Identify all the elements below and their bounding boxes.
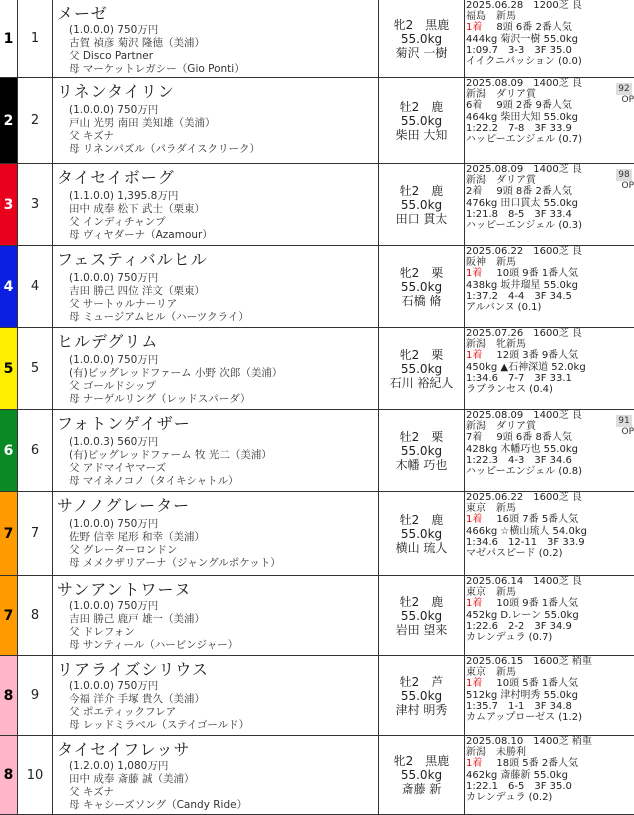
dam: 母 マイネノコノ（タイキシャトル） [69,475,239,487]
dam: 母 マーケットレガシー（Gio Ponti） [69,63,245,75]
last-race-finish-line [466,678,634,689]
carried-weight: 55.0kg [400,113,443,128]
sire: 父 ゴールドシップ [69,380,156,392]
finish-position: 1着 [466,514,483,526]
jockey-cell [379,78,465,163]
horse-number: 4 [18,246,53,327]
last-race-finish-line [466,598,634,609]
horse-number: 1 [18,0,53,77]
horse-info [53,576,379,655]
horse-row[interactable] [0,0,634,78]
last-race-name: 新潟 ダリア賞 [466,175,536,187]
waku-number: 8 [0,736,18,814]
horse-name[interactable]: タイセイフレッサ [57,740,191,759]
last-race [466,492,634,575]
field-info: 16頭 7番 5番人気 [496,514,579,526]
horse-row[interactable] [0,576,634,656]
last-race-winner: マゼパスピード (0.2) [466,548,563,560]
sex-age: 牝2 黒鹿 [393,17,450,32]
last-race-time: 1:34.6 7-7 3F 33.1 [466,372,572,384]
sex-age: 牡2 芦 [399,674,444,689]
horse-row[interactable] [0,656,634,736]
owner-trainer: (有)ビッグレッドファーム 小野 次郎（美浦） [69,367,283,379]
dam: 母 キャシーズソング（Candy Ride） [69,799,248,811]
finish-position: 7着 [466,432,483,444]
owner-trainer: 佐野 信幸 尾形 和幸（美浦） [69,531,206,543]
horse-name[interactable]: メーゼ [57,4,108,23]
horse-record: (1.0.0.0) 750万円 [69,600,159,612]
last-race-date: 2025.08.10 1400芝 稍重 [466,736,592,747]
sire: 父 キズナ [69,130,114,142]
horse-info [53,492,379,575]
last-race [466,576,634,655]
field-info: 10頭 5番 1番人気 [496,678,579,690]
last-race-name: 東京 新馬 [466,587,516,599]
finish-position: 1着 [466,678,483,690]
last-race-name: 新潟 未勝利 [466,747,526,759]
jockey-name[interactable]: 石川 裕紀人 [389,375,454,390]
jockey-name[interactable]: 菊沢 一樹 [395,45,448,60]
horse-row[interactable] [0,164,634,246]
last-race-time: 1:22.2 7-8 3F 33.9 [466,122,572,134]
finish-position: 6着 [466,100,483,112]
horse-info [53,410,379,491]
last-race-body: 450kg ▲石神深道 52.0kg [466,361,586,373]
jockey-cell [379,736,465,814]
sire: 父 Disco Partner [69,50,154,62]
carried-weight: 55.0kg [400,608,443,623]
carried-weight: 55.0kg [400,443,443,458]
sire: 父 アドマイヤマーズ [69,462,167,474]
last-race-name: 新潟 ダリア賞 [466,89,536,101]
sex-age: 牡2 栗 [399,429,444,444]
horse-number: 6 [18,410,53,491]
dam: 母 ヴィヤダーナ（Azamour） [69,229,213,241]
sex-age: 牡2 鹿 [399,594,444,609]
last-race-name: 東京 新馬 [466,503,516,515]
waku-number: 8 [0,656,18,735]
dam: 母 メメクザリアーナ（ジャングルポケット） [69,557,281,569]
horse-record: (1.0.0.0) 750万円 [69,104,159,116]
jockey-name[interactable]: 斎藤 新 [401,782,442,796]
field-info: 9頭 2番 9番人気 [496,100,572,112]
horse-info [53,656,379,735]
horse-name[interactable]: フェスティバルヒル [57,250,208,269]
last-race-winner: カムアップローゼス (1.2) [466,712,582,724]
jockey-name[interactable]: 横山 琉人 [395,540,448,555]
horse-number: 5 [18,328,53,409]
horse-row[interactable] [0,736,634,815]
field-info: 10頭 9番 1番人気 [496,268,579,280]
waku-number: 4 [0,246,18,327]
field-info: 8頭 6番 2番人気 [496,22,572,34]
last-race-winner: ハッピーエンジェル (0.8) [466,466,583,478]
last-race [466,78,634,163]
horse-info [53,246,379,327]
last-race-winner: イイクニパッション (0.0) [466,56,582,68]
last-race-date: 2025.08.09 1400芝 良 [466,164,582,175]
last-race-time: 1:35.7 1-1 3F 34.8 [466,700,572,712]
carried-weight: 55.0kg [400,361,443,376]
last-race-date: 2025.08.09 1400芝 良 [466,78,582,89]
horse-row[interactable] [0,246,634,328]
finish-position: 1着 [466,268,483,280]
owner-trainer: 吉田 勝己 鹿戸 雄一（美浦） [69,613,206,625]
last-race-name: 新潟 牝新馬 [466,339,526,351]
jockey-cell [379,576,465,655]
last-race [466,246,634,327]
last-race-name: 福島 新馬 [466,11,516,23]
horse-info [53,0,379,77]
last-race [466,164,634,245]
horse-name[interactable]: フォトンゲイザー [57,414,191,433]
finish-position: 2着 [466,186,483,198]
sire: 父 ポエティックフレア [69,706,177,718]
sex-age: 牝2 黒鹿 [393,754,450,768]
last-race-finish-line [466,100,634,111]
last-race-body: 464kg 柴田大知 55.0kg [466,111,578,123]
carried-weight: 55.0kg [400,31,443,46]
finish-position: 1着 [466,350,483,362]
owner-trainer: (有)ビッグレッドファーム 牧 光二（美浦） [69,449,272,461]
horse-record: (1.0.0.0) 750万円 [69,24,159,36]
last-race-finish-line [466,22,634,33]
finish-position: 1着 [466,598,483,610]
last-race-body: 452kg D.レーン 55.0kg [466,609,579,621]
owner-trainer: 吉田 勝己 四位 洋文（栗東） [69,285,206,297]
last-race-name: 東京 新馬 [466,667,516,679]
waku-number: 5 [0,328,18,409]
waku-number: 6 [0,410,18,491]
horse-info [53,736,379,814]
last-race-winner: ハッピーエンジェル (0.3) [466,220,583,232]
last-race-finish-line [466,432,634,443]
carried-weight: 55.0kg [400,279,443,294]
jockey-name[interactable]: 柴田 大知 [395,127,448,142]
jockey-name[interactable]: 木幡 巧也 [395,457,448,472]
horse-name[interactable]: リネンタイリン [57,82,175,101]
horse-name[interactable]: タイセイボーグ [57,168,175,187]
last-race-finish-line [466,268,634,279]
horse-record: (1.0.0.3) 560万円 [69,436,159,448]
last-race-body: 444kg 菊沢一樹 55.0kg [466,33,578,45]
horse-number: 9 [18,656,53,735]
horse-row[interactable] [0,328,634,410]
grade-label: OP [621,95,634,105]
waku-number: 2 [0,78,18,163]
last-race-time: 1:22.1 6-5 3F 35.0 [466,780,572,792]
sex-age: 牡2 鹿 [399,512,444,527]
last-race [466,656,634,735]
field-info: 9頭 6番 8番人気 [496,432,572,444]
owner-trainer: 田中 成奉 松下 武士（栗東） [69,203,206,215]
owner-trainer: 今福 洋介 手塚 貴久（美浦） [69,693,206,705]
waku-number: 1 [0,0,18,77]
jockey-cell [379,0,465,77]
horse-record: (1.2.0.0) 1,080万円 [69,760,169,772]
horse-row[interactable] [0,492,634,576]
waku-number: 3 [0,164,18,245]
last-race-body: 512kg 津村明秀 55.0kg [466,689,578,701]
jockey-name[interactable]: 田口 貫太 [395,211,448,226]
last-race-time: 1:21.8 8-5 3F 33.4 [466,208,572,220]
carried-weight: 55.0kg [400,526,443,541]
sire: 父 サートゥルナーリア [69,298,178,310]
last-race-time: 1:22.6 2-2 3F 34.9 [466,620,572,632]
sex-age: 牡2 鹿 [399,183,444,198]
last-race [466,328,634,409]
waku-number: 7 [0,492,18,575]
horse-name[interactable]: サンアントワーヌ [57,580,192,599]
jockey-cell [379,656,465,735]
owner-trainer: 古賀 禎彦 菊沢 隆徳（美浦） [69,37,206,49]
horse-record: (1.0.0.0) 750万円 [69,272,159,284]
last-race-name: 阪神 新馬 [466,257,516,269]
dam: 母 サンティール（ハービンジャー） [69,639,239,651]
last-race [466,0,634,77]
carried-weight: 55.0kg [400,768,443,782]
jockey-cell [379,246,465,327]
horse-number: 2 [18,78,53,163]
last-race-time: 1:37.2 4-4 3F 34.5 [466,290,572,302]
last-race-date: 2025.06.22 1600芝 良 [466,246,582,257]
last-race-finish-line [466,758,634,769]
sire: 父 インディチャンプ [69,216,166,228]
last-race-date: 2025.07.26 1600芝 良 [466,328,582,339]
last-race-date: 2025.06.14 1400芝 良 [466,576,582,587]
last-race-date: 2025.06.28 1200芝 良 [466,0,582,11]
last-race-winner: カレンデュラ (0.2) [466,792,553,804]
finish-position: 1着 [466,22,483,34]
field-info: 12頭 3番 9番人気 [496,350,579,362]
grade-label: OP [621,181,634,191]
horse-record: (1.0.0.0) 750万円 [69,354,159,366]
last-race-time: 1:22.3 4-3 3F 34.6 [466,454,572,466]
waku-number: 7 [0,576,18,655]
rating-badge: 91 [616,415,632,427]
jockey-cell [379,492,465,575]
jockey-name[interactable]: 岩田 望来 [395,622,448,637]
last-race-body: 428kg 木幡巧也 55.0kg [466,443,578,455]
sire: 父 キズナ [69,786,114,798]
grade-label: OP [621,427,634,437]
jockey-cell [379,410,465,491]
horse-info [53,328,379,409]
owner-trainer: 戸山 光男 南田 美知雄（美浦） [69,117,216,129]
last-race-date: 2025.06.15 1600芝 稍重 [466,656,592,667]
field-info: 9頭 8番 2番人気 [496,186,572,198]
dam: 母 ミュージアムヒル（ハーツクライ） [69,311,249,323]
last-race [466,736,634,814]
field-info: 10頭 9番 1番人気 [496,598,579,610]
rating-badge: 98 [616,169,632,181]
field-info: 18頭 5番 2番人気 [496,758,579,770]
last-race-finish-line [466,350,634,361]
last-race-finish-line [466,186,634,197]
horse-record: (1.0.0.0) 750万円 [69,518,159,530]
horse-number: 10 [18,736,53,814]
last-race-finish-line [466,514,634,525]
jockey-name[interactable]: 石橋 脩 [401,293,442,308]
jockey-cell [379,328,465,409]
sire: 父 ドレフォン [69,626,135,638]
horse-number: 3 [18,164,53,245]
horse-record: (1.1.0.0) 1,395.8万円 [69,190,179,202]
last-race-winner: ハッピーエンジェル (0.7) [466,134,583,146]
owner-trainer: 田中 成奉 斎藤 誠（美浦） [69,773,195,785]
jockey-name[interactable]: 津村 明秀 [395,702,448,717]
jockey-cell [379,164,465,245]
horse-record: (1.0.0.0) 750万円 [69,680,159,692]
finish-position: 1着 [466,758,483,770]
sex-age: 牝2 栗 [399,347,444,362]
last-race-date: 2025.08.09 1400芝 良 [466,410,582,421]
last-race-winner: カレンデュラ (0.7) [466,632,553,644]
rating-badge: 92 [616,83,632,95]
horse-row[interactable] [0,78,634,164]
horse-row[interactable] [0,410,634,492]
dam: 母 リネンパズル（パラダイスクリーク） [69,143,260,155]
dam: 母 ナーゲルリング（レッドスパーダ） [69,393,251,405]
horse-number: 8 [18,576,53,655]
last-race-body: 476kg 田口貫太 55.0kg [466,197,578,209]
carried-weight: 55.0kg [400,197,443,212]
carried-weight: 55.0kg [400,688,443,703]
sex-age: 牝2 栗 [399,265,444,280]
sire: 父 グレーターロンドン [69,544,178,556]
last-race-name: 新潟 ダリア賞 [466,421,536,433]
last-race-body: 466kg ☆横山琉人 54.0kg [466,525,587,537]
horse-name[interactable]: リアライズシリウス [57,660,209,679]
horse-name[interactable]: サノノグレーター [57,496,191,515]
last-race-winner: ラブランセス (0.4) [466,384,553,396]
last-race [466,410,634,491]
sex-age: 牡2 鹿 [399,99,444,114]
dam: 母 レッドミラベル（ステイゴールド） [69,719,250,731]
last-race-date: 2025.06.22 1600芝 良 [466,492,582,503]
last-race-body: 438kg 坂井瑠星 55.0kg [466,279,578,291]
last-race-winner: アルバンヌ (0.1) [466,302,542,314]
last-race-time: 1:34.6 12-11 3F 33.9 [466,536,585,548]
horse-info [53,164,379,245]
horse-number: 7 [18,492,53,575]
last-race-body: 462kg 斎藤新 55.0kg [466,769,568,781]
horse-name[interactable]: ヒルデグリム [57,332,159,351]
last-race-time: 1:09.7 3-3 3F 35.0 [466,44,572,56]
horse-info [53,78,379,163]
